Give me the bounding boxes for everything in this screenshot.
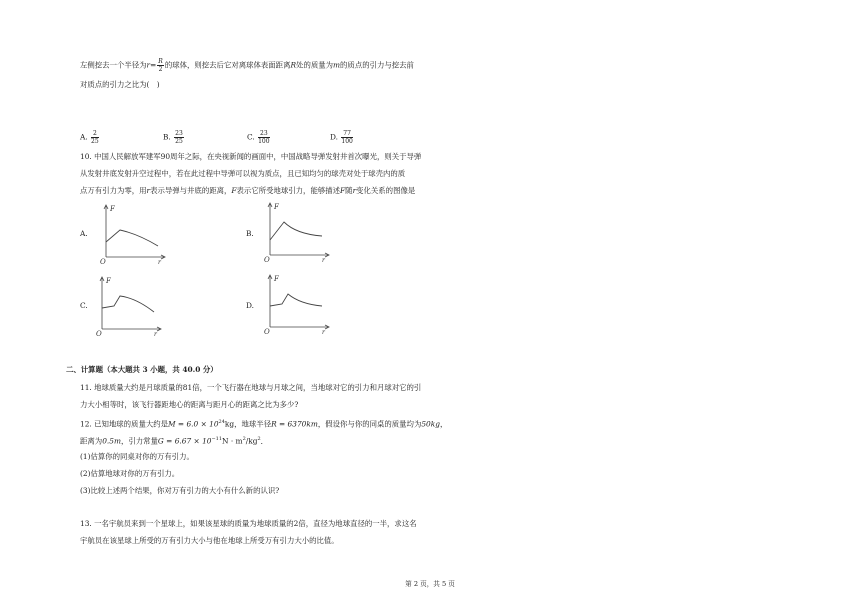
q12-G-unit-exp: 2 — [242, 436, 246, 442]
q9-option-d-den: 100 — [341, 138, 353, 145]
q9-line1 — [80, 58, 414, 73]
graph-b-axis-r: r — [322, 257, 325, 264]
q9-option-b-letter: B. — [163, 132, 171, 142]
q10-option-d-label: D. — [246, 301, 255, 310]
q9-line2: 对质点的引力之比为( ) — [80, 80, 160, 89]
q9-eq: = — [150, 60, 157, 70]
q10-text-c: 表示它所受地球引力，能够描述 — [236, 186, 341, 195]
graph-b-origin: O — [264, 256, 270, 264]
q9-text-a: 左侧挖去一个半径为 — [80, 60, 147, 70]
q10-option-b-label: B. — [246, 229, 254, 238]
q9-text-c: 处的质量为 — [296, 60, 334, 70]
q10-r-symbol-2: r — [352, 186, 357, 195]
q10-r-symbol: r — [146, 186, 151, 195]
q9-m-symbol: m — [333, 60, 341, 70]
q10-F-symbol: F — [231, 186, 237, 195]
q10-text-d: 随 — [345, 186, 353, 195]
q12-text-d: ， — [439, 419, 448, 429]
q12-line1 — [80, 417, 447, 429]
q9-option-a — [80, 130, 100, 145]
q9-option-b-fraction — [174, 130, 184, 145]
q12-sub3: (3)比较上述两个结果，你对万有引力的大小有什么新的认识? — [80, 486, 280, 495]
q13-line1: 13. 一名宇航员来到一个星球上，如果该星球的质量为地球质量的2倍，直径为地球直径的一半，求这名 — [80, 519, 417, 528]
graph-b-curve — [270, 222, 322, 240]
q9-r-symbol: r — [146, 60, 151, 70]
q12-text-a: 12. 已知地球的质量大约是 — [80, 419, 169, 429]
q12-text-e: 距离为 — [80, 436, 103, 446]
graph-a-curve — [106, 230, 158, 246]
q10-option-c-label: C. — [80, 301, 88, 310]
graph-d-axis-F: F — [274, 275, 279, 283]
q9-r-frac-den: 2 — [158, 66, 163, 73]
graph-a-origin: O — [100, 258, 106, 266]
q12-G-unit-exp2: 2 — [257, 436, 261, 442]
q9-option-c-den: 100 — [258, 138, 270, 145]
q12-text-g: ． — [260, 436, 269, 446]
q10-graph-a — [100, 202, 170, 264]
q10-text-e: 变化关系的图像是 — [356, 186, 416, 195]
q9-option-b — [163, 130, 185, 145]
q10-graph-d — [264, 272, 334, 334]
q10-text-b: 表示导弹与井底的距离， — [150, 186, 232, 195]
q9-option-a-num: 2 — [92, 130, 97, 137]
q12-G-expr: G = 6.67 × 10 — [157, 436, 212, 446]
graph-c-axis-F: F — [106, 277, 111, 285]
q12-M-unit: kg — [224, 419, 235, 429]
q9-r-frac-num: R — [158, 58, 163, 65]
graph-a-axis-r: r — [158, 259, 161, 266]
graph-b-axis-F: F — [274, 203, 279, 211]
graph-d-axis-r: r — [322, 329, 325, 336]
q10-line2: 从发射井底发射升空过程中，若在此过程中导弹可以视为质点，且已知均匀的球壳对处于球壳内的质 — [80, 169, 406, 178]
q9-option-c-num: 23 — [260, 130, 268, 137]
q9-option-c — [247, 130, 271, 145]
q9-option-c-fraction — [258, 130, 269, 145]
q12-text-c: ，假设你与你的同桌的质量均为 — [317, 419, 422, 429]
q10-graph-c — [96, 274, 166, 336]
q12-G-unit: N · m — [222, 436, 243, 446]
q9-r-fraction — [157, 58, 164, 73]
graph-c-axis-r: r — [154, 331, 157, 338]
q12-line2 — [80, 434, 268, 446]
section-2-title: 二、计算题（本大题共 3 小题，共 40.0 分） — [66, 365, 218, 374]
q9-option-a-letter: A. — [80, 132, 88, 142]
q12-M-expr: M = 6.0 × 10 — [168, 419, 219, 429]
q12-text-b: ，地球半径 — [234, 419, 272, 429]
graph-c-curve — [102, 296, 154, 312]
q10-F-symbol-2: F — [340, 186, 346, 195]
q12-M-exp: 24 — [218, 419, 225, 425]
q11-line1: 11. 地球质量大约是月球质量的81倍，一个飞行器在地球与月球之间，当地球对它的引力和月球对它的引 — [80, 383, 422, 392]
q9-option-d-letter: D. — [330, 132, 339, 142]
q12-sub2: (2)估算地球对你的万有引力。 — [80, 469, 180, 478]
graph-d-origin: O — [264, 328, 270, 336]
q12-G-exp: −11 — [211, 436, 223, 442]
q13-line2: 宇航员在该星球上所受的万有引力大小与他在地球上所受万有引力大小的比值。 — [80, 536, 339, 545]
q12-R-expr: R = 6370km — [271, 419, 318, 429]
graph-a-axis-F: F — [110, 205, 115, 213]
q9-option-b-den: 25 — [175, 138, 183, 145]
q11-line2: 力大小相等时，该飞行器距地心的距离与距月心的距离之比为多少? — [80, 400, 299, 409]
q12-G-unit-b: /kg — [245, 436, 258, 446]
q9-option-a-den: 25 — [91, 138, 99, 145]
q10-option-a-label: A. — [80, 229, 88, 238]
q9-R-symbol: R — [290, 60, 297, 70]
q9-text-b: 的球体，则挖去后它对离球体表面距离 — [164, 60, 291, 70]
q10-text-a: 点万有引力为零，用 — [80, 186, 147, 195]
q12-distance: 0.5m — [102, 436, 121, 446]
q12-sub1: (1)估算你的同桌对你的万有引力。 — [80, 452, 194, 461]
q12-text-f: ，引力常量 — [120, 436, 158, 446]
q10-graph-b — [264, 200, 334, 262]
q12-mass: 50kg — [421, 419, 440, 429]
q9-option-d-num: 77 — [343, 130, 351, 137]
q10-line1: 10. 中国人民解放军建军90周年之际，在央视新闻的画面中，中国战略导弹发射井首次曝光，则关于导弹 — [80, 152, 422, 161]
graph-d-curve — [270, 294, 322, 306]
q9-text-d: 的质点的引力与挖去前 — [340, 60, 414, 70]
q9-option-a-fraction — [91, 130, 99, 145]
q10-line3 — [80, 186, 415, 196]
q9-option-b-num: 23 — [175, 130, 183, 137]
q9-option-d-fraction — [341, 130, 352, 145]
page-footer: 第 2 页，共 5 页 — [405, 580, 455, 588]
q9-option-c-letter: C. — [247, 132, 255, 142]
q9-option-d — [330, 130, 354, 145]
graph-c-origin: O — [96, 330, 102, 338]
